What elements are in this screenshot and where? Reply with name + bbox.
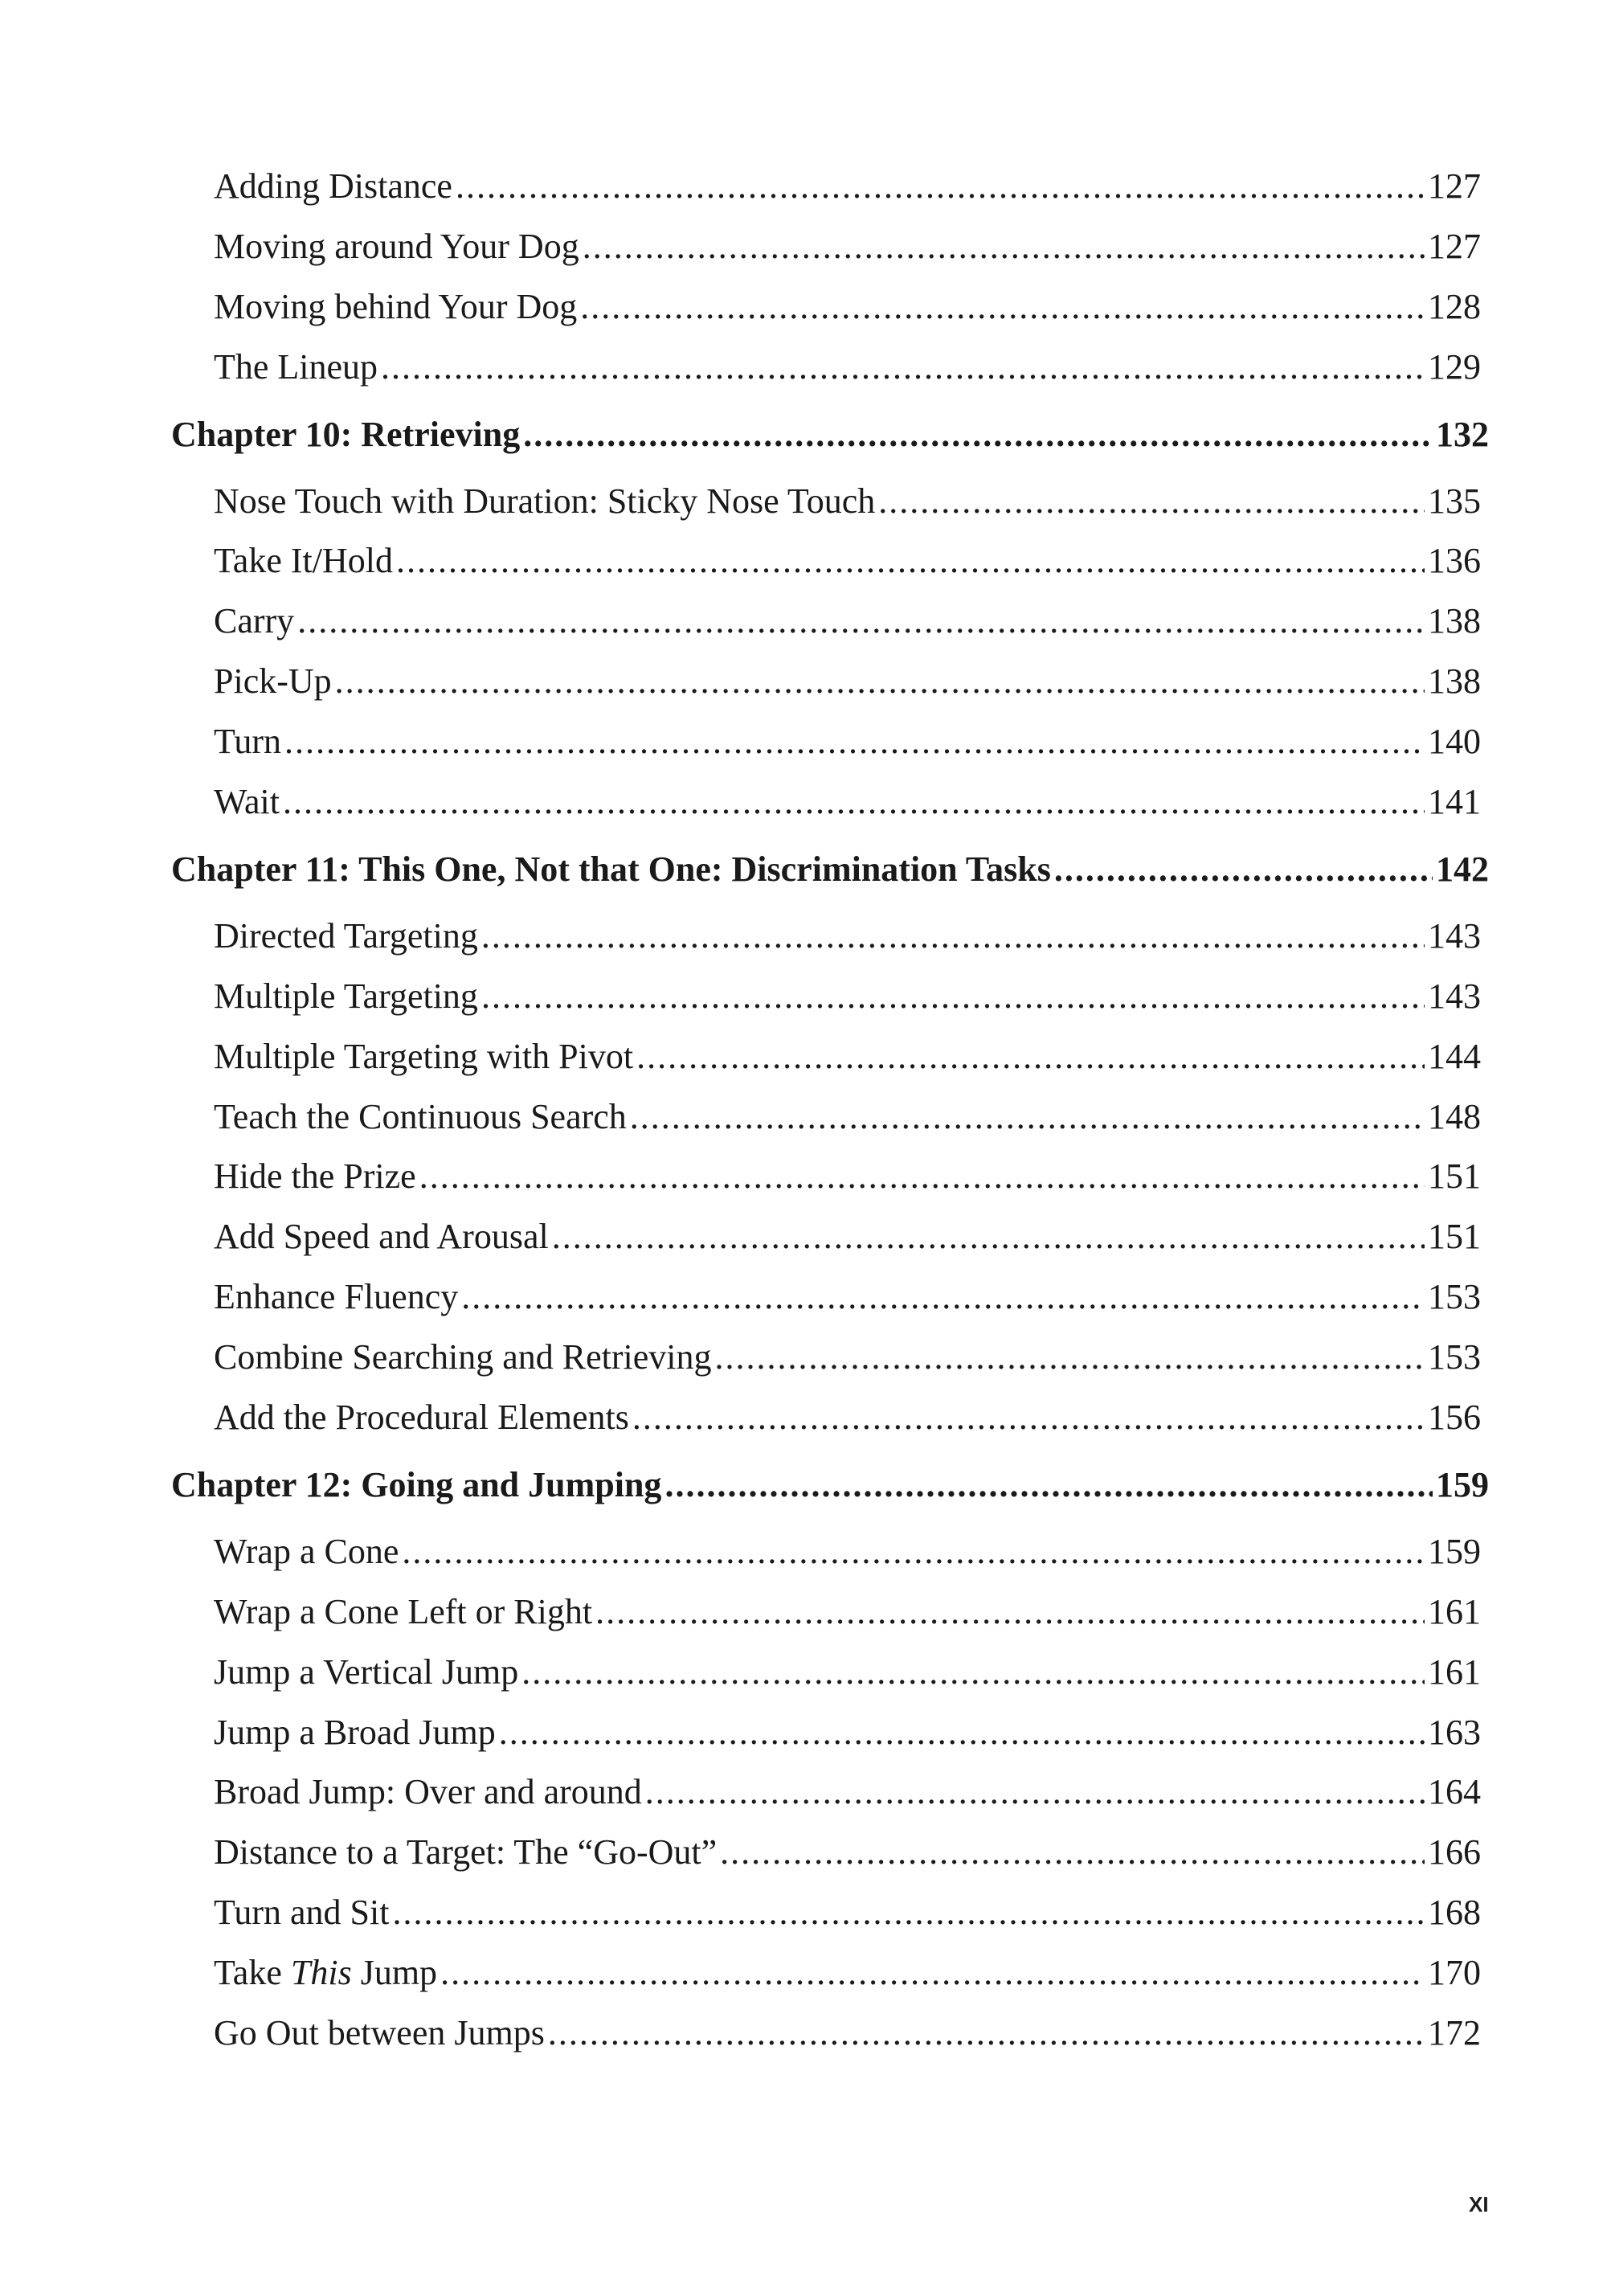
toc-entry-title: Carry: [214, 601, 295, 641]
dot-leader: [548, 2003, 1425, 2064]
toc-entry-title: Take This Jump: [214, 1953, 438, 1993]
toc-entry-title: Hide the Prize: [214, 1156, 416, 1197]
toc-entry-page: 138: [1428, 661, 1481, 702]
dot-leader: [402, 1522, 1425, 1582]
toc-entry-title: Moving around Your Dog: [214, 226, 579, 266]
toc-entry-page: 164: [1428, 1772, 1481, 1812]
dot-leader: [392, 1883, 1425, 1943]
toc-entry: [171, 1027, 1481, 1087]
toc-entry-page: 170: [1428, 1953, 1481, 1993]
dot-leader: [583, 217, 1425, 277]
table-of-contents: [171, 157, 1489, 2064]
dot-leader: [521, 1643, 1425, 1703]
toc-entry: [171, 531, 1481, 591]
dot-leader: [1054, 833, 1433, 907]
dot-leader: [636, 1027, 1425, 1087]
toc-entry-title: Broad Jump: Over and around: [214, 1772, 642, 1812]
toc-entry-title: Go Out between Jumps: [214, 2013, 545, 2053]
toc-entry-page: 143: [1428, 915, 1481, 956]
dot-leader: [715, 1328, 1425, 1388]
dot-leader: [632, 1388, 1425, 1448]
dot-leader: [440, 1943, 1425, 2003]
toc-entry: [171, 1883, 1481, 1943]
dot-leader: [878, 472, 1425, 532]
toc-entry: [171, 1582, 1481, 1643]
toc-chapter-entry: [171, 398, 1489, 472]
toc-entry-page: 166: [1428, 1832, 1481, 1872]
dot-leader: [552, 1207, 1425, 1267]
toc-entry-title: Chapter 11: This One, Not that One: Discrimination Tasks: [171, 849, 1051, 889]
toc-entry-title: Add the Procedural Elements: [214, 1398, 629, 1438]
dot-leader: [630, 1087, 1425, 1148]
page-number: XI: [1469, 2192, 1489, 2216]
toc-entry: [171, 1762, 1481, 1823]
toc-entry: [171, 1643, 1481, 1703]
toc-entry: [171, 652, 1481, 712]
toc-entry-title: Adding Distance: [214, 166, 452, 206]
toc-entry-page: 156: [1428, 1398, 1481, 1438]
toc-entry-page: 161: [1428, 1651, 1481, 1692]
toc-entry-page: 142: [1436, 849, 1489, 889]
toc-entry-page: 127: [1428, 166, 1481, 206]
toc-entry: [171, 1703, 1481, 1763]
toc-entry-title: Combine Searching and Retrieving: [214, 1337, 712, 1377]
toc-entry: [171, 217, 1481, 277]
toc-entry: [171, 1388, 1481, 1448]
toc-entry: [171, 2003, 1481, 2064]
toc-entry: [171, 1522, 1481, 1582]
toc-entry-page: 129: [1428, 346, 1481, 387]
dot-leader: [396, 531, 1425, 591]
dot-leader: [523, 398, 1433, 472]
toc-entry: [171, 907, 1481, 967]
toc-entry-page: 153: [1428, 1337, 1481, 1377]
toc-chapter-entry: [171, 833, 1489, 907]
toc-entry: [171, 772, 1481, 833]
dot-leader: [595, 1582, 1425, 1643]
toc-entry-page: 153: [1428, 1277, 1481, 1317]
toc-entry-page: 132: [1436, 414, 1489, 454]
toc-entry: [171, 1943, 1481, 2003]
dot-leader: [284, 712, 1425, 772]
toc-entry-title: Add Speed and Arousal: [214, 1217, 549, 1257]
toc-entry-page: 163: [1428, 1712, 1481, 1752]
dot-leader: [461, 1267, 1425, 1328]
toc-entry-title: Moving behind Your Dog: [214, 286, 578, 326]
dot-leader: [481, 907, 1425, 967]
dot-leader: [419, 1147, 1425, 1207]
dot-leader: [664, 1448, 1433, 1522]
toc-entry-page: 135: [1428, 481, 1481, 521]
dot-leader: [481, 967, 1425, 1027]
toc-entry-page: 140: [1428, 722, 1481, 762]
toc-entry: [171, 1087, 1481, 1148]
toc-entry-title: Multiple Targeting: [214, 976, 478, 1016]
toc-entry-title: Wrap a Cone Left or Right: [214, 1591, 593, 1631]
dot-leader: [335, 652, 1425, 712]
toc-entry-title: Wrap a Cone: [214, 1531, 399, 1571]
toc-entry-title: Jump a Broad Jump: [214, 1712, 496, 1752]
toc-entry-page: 138: [1428, 601, 1481, 641]
toc-entry-page: 159: [1428, 1531, 1481, 1571]
toc-entry-title: Chapter 12: Going and Jumping: [171, 1464, 662, 1504]
toc-entry-title: Turn and Sit: [214, 1893, 390, 1933]
toc-entry: [171, 1823, 1481, 1883]
toc-entry-title: Wait: [214, 782, 280, 822]
toc-entry-title: Multiple Targeting with Pivot: [214, 1036, 634, 1076]
dot-leader: [499, 1703, 1425, 1763]
toc-entry-title: Nose Touch with Duration: Sticky Nose Touch: [214, 481, 876, 521]
toc-entry-title: Distance to a Target: The “Go-Out”: [214, 1832, 718, 1872]
toc-entry-page: 128: [1428, 286, 1481, 326]
dot-leader: [381, 338, 1425, 398]
toc-entry-page: 136: [1428, 541, 1481, 581]
toc-entry: [171, 157, 1481, 217]
dot-leader: [297, 591, 1425, 652]
toc-entry-page: 151: [1428, 1217, 1481, 1257]
toc-entry-title: Pick-Up: [214, 661, 332, 702]
toc-entry-title: The Lineup: [214, 346, 378, 387]
toc-entry: [171, 1207, 1481, 1267]
toc-entry-page: 144: [1428, 1036, 1481, 1076]
toc-entry: [171, 1147, 1481, 1207]
toc-entry: [171, 1267, 1481, 1328]
toc-entry-page: 127: [1428, 226, 1481, 266]
toc-entry-page: 161: [1428, 1591, 1481, 1631]
toc-entry: [171, 591, 1481, 652]
dot-leader: [645, 1762, 1425, 1823]
toc-entry: [171, 967, 1481, 1027]
toc-entry-page: 172: [1428, 2013, 1481, 2053]
toc-entry-page: 159: [1436, 1464, 1489, 1504]
toc-entry-page: 148: [1428, 1096, 1481, 1136]
toc-entry: [171, 472, 1481, 532]
dot-leader: [580, 277, 1425, 338]
toc-entry-page: 151: [1428, 1156, 1481, 1197]
toc-entry: [171, 277, 1481, 338]
toc-entry-title: Jump a Vertical Jump: [214, 1651, 519, 1692]
dot-leader: [283, 772, 1425, 833]
toc-entry-title: Enhance Fluency: [214, 1277, 459, 1317]
toc-entry-title: Teach the Continuous Search: [214, 1096, 627, 1136]
toc-entry: [171, 338, 1481, 398]
toc-entry-title: Take It/Hold: [214, 541, 393, 581]
toc-entry-page: 143: [1428, 976, 1481, 1016]
toc-entry-title: Chapter 10: Retrieving: [171, 414, 521, 454]
toc-entry-page: 141: [1428, 782, 1481, 822]
toc-entry-title: Turn: [214, 722, 281, 762]
dot-leader: [456, 157, 1425, 217]
toc-entry: [171, 1328, 1481, 1388]
toc-entry-page: 168: [1428, 1893, 1481, 1933]
toc-entry-title: Directed Targeting: [214, 915, 478, 956]
dot-leader: [720, 1823, 1425, 1883]
toc-chapter-entry: [171, 1448, 1489, 1522]
toc-entry: [171, 712, 1481, 772]
